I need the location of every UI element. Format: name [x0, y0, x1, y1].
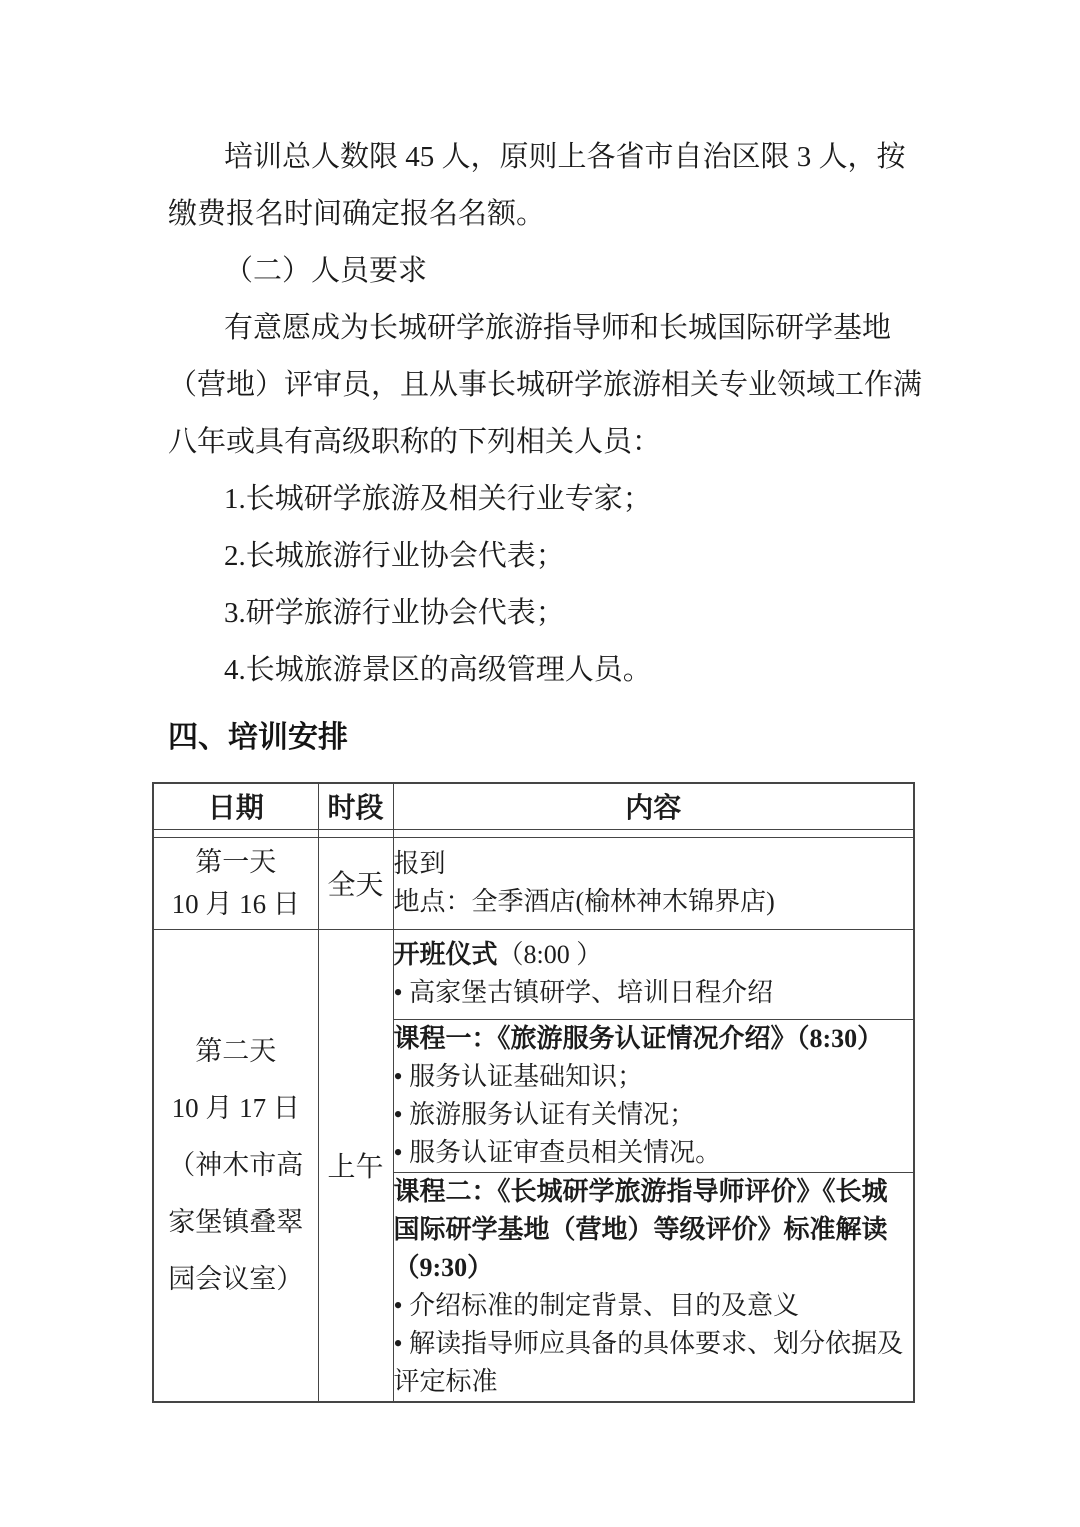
day1-content-cell [393, 837, 914, 929]
header-double-rule-cell [318, 829, 393, 837]
paragraph-line: 培训总人数限 45 人，原则上各省市自治区限 3 人，按 [224, 141, 906, 173]
list-item-1: 1.长城研学旅游及相关行业专家； [224, 483, 652, 515]
session-title-line: （9:30） [393, 1252, 494, 1282]
date-line: 第一天 [195, 847, 277, 877]
date-line: （神木市高 [168, 1149, 304, 1180]
day1-date-cell [153, 837, 318, 929]
section-heading: 四、培训安排 [168, 721, 348, 754]
date-line: 10 月 17 日 [171, 1092, 300, 1123]
opening-ceremony-cell [393, 929, 914, 1019]
day2-date-cell [153, 929, 318, 1402]
header-double-rule-cell [153, 829, 318, 837]
date-line: 10 月 16 日 [171, 889, 300, 919]
training-schedule-table [152, 782, 915, 1403]
session-title [394, 936, 914, 974]
paragraph-line: 缴费报名时间确定报名名额。 [168, 198, 546, 230]
content-line: 报到 [393, 849, 446, 878]
table-header-row [153, 783, 914, 829]
list-item-2: 2.长城旅游行业协会代表； [224, 540, 565, 572]
bullet-continuation-line: 评定标准 [393, 1366, 498, 1396]
day2-period-cell: 上午 [318, 929, 393, 1402]
list-item-3: 3.研学旅游行业协会代表； [224, 597, 565, 629]
date-line: 家堡镇叠翠 [168, 1206, 304, 1237]
bullet-line: • 高家堡古镇研学、培训日程介绍 [393, 978, 774, 1007]
paragraph-line: （营地）评审员，且从事长城研学旅游相关专业领域工作满 [168, 369, 923, 401]
bullet-line: • 旅游服务认证有关情况； [393, 1099, 696, 1129]
bullet-line: • 介绍标准的制定背景、目的及意义 [393, 1290, 800, 1320]
header-double-rule [153, 829, 914, 837]
table-row-day2-opening [153, 929, 914, 1019]
header-period: 时段 [318, 783, 393, 829]
list-item-4: 4.长城旅游景区的高级管理人员。 [224, 654, 652, 686]
course2-cell [393, 1172, 914, 1402]
table-row-day1 [153, 837, 914, 929]
bullet-line: • 服务认证审查员相关情况。 [393, 1137, 722, 1167]
subsection-heading: （二）人员要求 [224, 255, 428, 287]
content-line: 地点：全季酒店(榆林神木锦界店) [393, 887, 775, 916]
date-line: 第二天 [195, 1035, 277, 1066]
paragraph-line: 八年或具有高级职称的下列相关人员： [168, 426, 662, 458]
session-title-line: 国际研学基地（营地）等级评价》标准解读 [393, 1214, 888, 1244]
header-date: 日期 [153, 783, 318, 829]
bullet-line: • 解读指导师应具备的具体要求、划分依据及 [393, 1328, 904, 1358]
session-title-line: 课程二：《长城研学旅游指导师评价》《长城 [393, 1176, 888, 1206]
session-title-bold: 开班仪式 [393, 940, 498, 969]
session-title: 课程一：《旅游服务认证情况介绍》（8:30） [393, 1023, 884, 1053]
header-double-rule-cell [393, 829, 914, 837]
header-content: 内容 [393, 783, 914, 829]
bullet-line: • 服务认证基础知识； [393, 1061, 644, 1091]
course1-cell [393, 1019, 914, 1172]
paragraph-line: 有意愿成为长城研学旅游指导师和长城国际研学基地 [224, 312, 892, 344]
day1-period-cell: 全天 [318, 837, 393, 929]
session-title-time: （8:00 ） [497, 940, 603, 969]
date-line: 园会议室） [168, 1263, 304, 1294]
